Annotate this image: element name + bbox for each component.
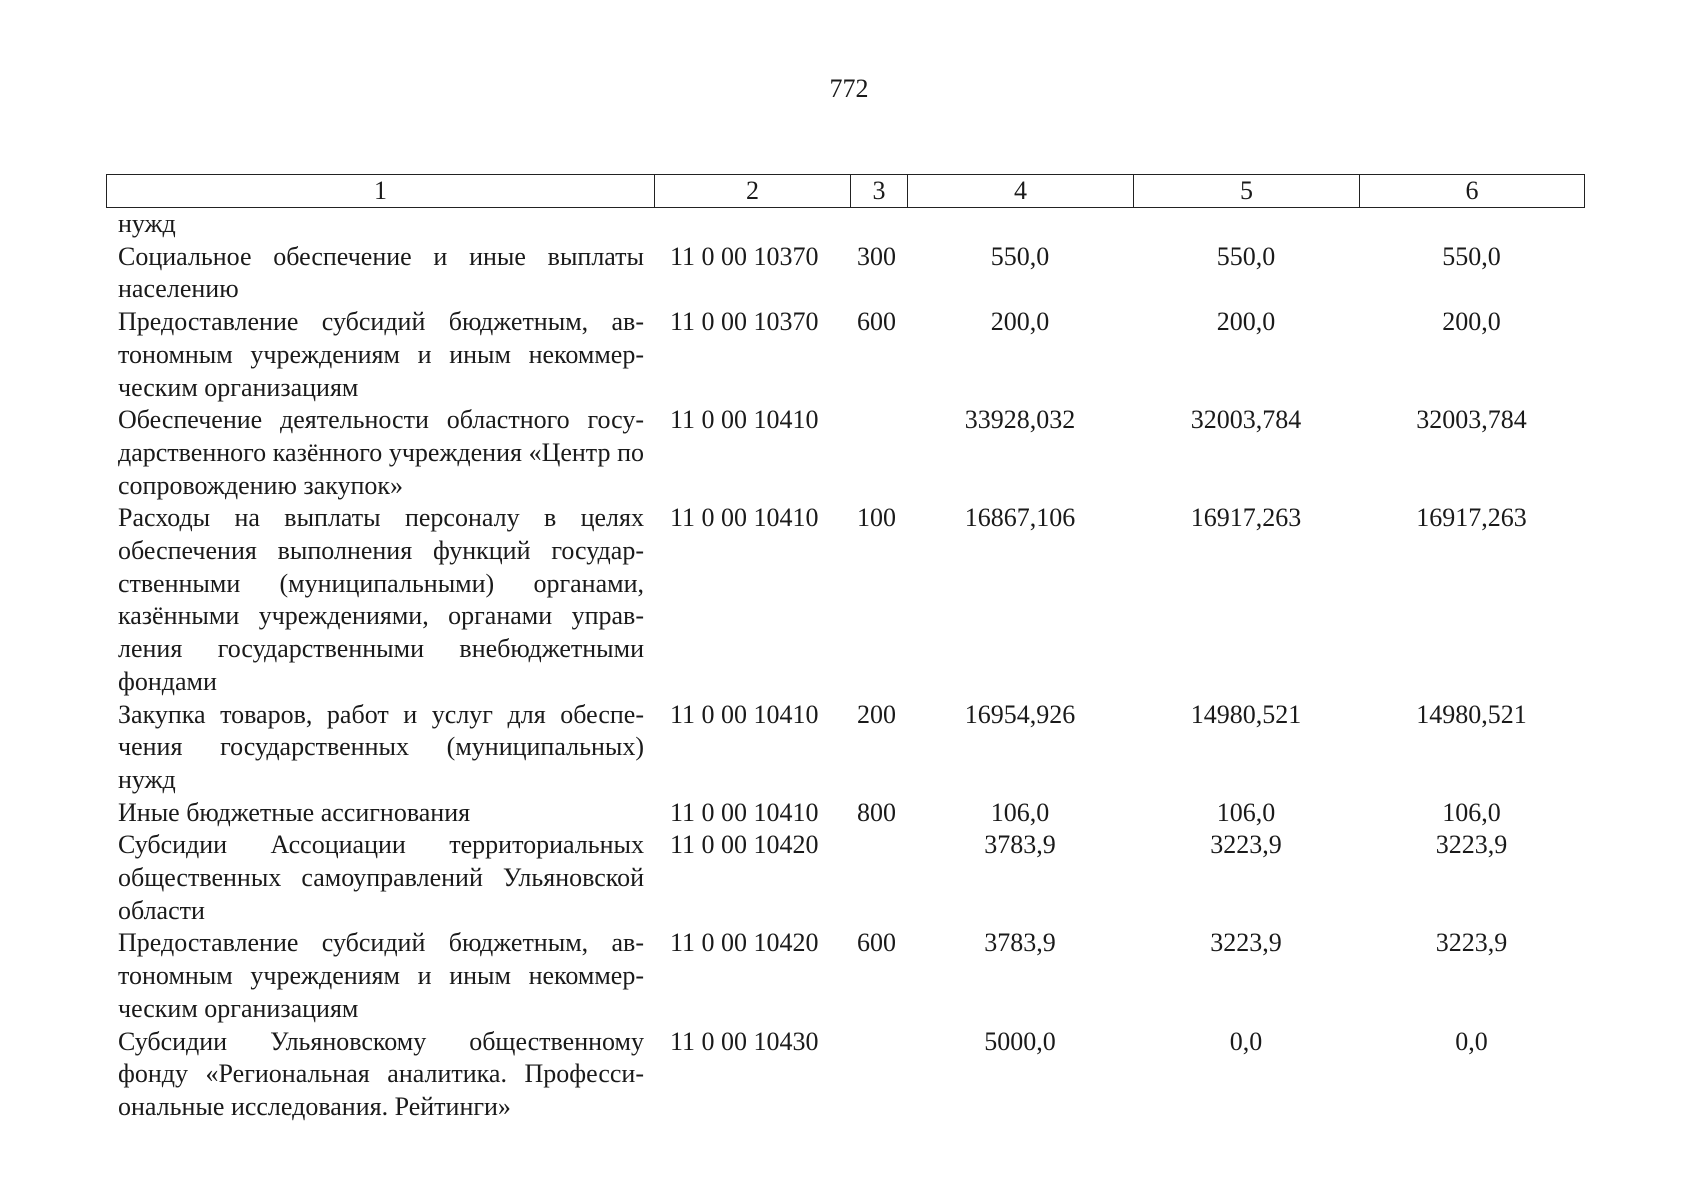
table-row: [106, 797, 1584, 830]
row-name: Предоставление субсидий бюджетным, автономным учреждениям и иным некоммерческим организациям: [118, 307, 644, 402]
row-name: Предоставление субсидий бюджетным, автономным учреждениям и иным некоммерческим организациям: [118, 928, 644, 1023]
budget-table: [106, 208, 1584, 1124]
row-value-4: 16954,926: [964, 699, 1076, 729]
row-type: 800: [857, 797, 896, 827]
header-col-6: 6: [1360, 175, 1585, 208]
table-row: [106, 208, 1584, 241]
row-name: Закупка товаров, работ и услуг для обеспечения государственных (муниципальных) нужд: [118, 699, 644, 794]
table-header: [106, 174, 1585, 208]
header-col-2: 2: [655, 175, 851, 208]
row-type: [850, 829, 907, 927]
row-type: 600: [857, 928, 896, 958]
row-code: 11 0 00 10430: [670, 1026, 819, 1056]
row-value-5: 200,0: [1216, 307, 1276, 337]
row-name: Субсидии Ульяновскому общественному фонду «Региональная аналитика. Профессиональные исследования. Рейтинги»: [118, 1026, 644, 1121]
row-name: Субсидии Ассоциации территориальных общественных самоуправлений Ульяновской области: [118, 830, 644, 925]
row-value-5: 3223,9: [1210, 830, 1282, 860]
row-code: [654, 208, 850, 241]
row-code: 11 0 00 10370: [670, 241, 819, 271]
table-row: [106, 404, 1584, 502]
row-value-5: [1133, 208, 1359, 241]
row-value-6: 3223,9: [1435, 928, 1508, 958]
row-value-5: 14980,521: [1190, 699, 1302, 729]
row-code: 11 0 00 10410: [670, 797, 819, 827]
row-name: нужд: [118, 209, 176, 238]
row-value-6: 32003,784: [1416, 405, 1527, 435]
table-row: [106, 927, 1584, 1025]
row-type: [850, 208, 907, 241]
row-value-6: 106,0: [1442, 797, 1501, 827]
row-value-6: 14980,521: [1416, 699, 1527, 729]
row-value-4: 200,0: [990, 307, 1050, 337]
row-value-5: 106,0: [1216, 797, 1276, 827]
header-col-5: 5: [1134, 175, 1360, 208]
row-value-4: 16867,106: [964, 503, 1076, 533]
table-row: [106, 502, 1584, 698]
row-type: 200: [857, 699, 896, 729]
row-value-5: 32003,784: [1190, 405, 1302, 435]
row-value-6: 0,0: [1455, 1026, 1488, 1056]
row-value-4: 33928,032: [964, 405, 1076, 435]
header-col-3: 3: [851, 175, 908, 208]
header-col-4: 4: [908, 175, 1134, 208]
row-name: Иные бюджетные ассигнования: [118, 797, 471, 827]
row-value-6: 200,0: [1442, 307, 1501, 337]
row-type: [850, 1026, 907, 1124]
row-value-6: 16917,263: [1416, 503, 1527, 533]
row-name: Расходы на выплаты персоналу в целях обеспечения выполнения функций государственными (муниципальными) органами, казёнными учреждениями, органами управления государственными внебюджетными фондами: [118, 503, 644, 696]
row-type: [850, 404, 907, 502]
table-row: [106, 699, 1584, 797]
row-value-6: 3223,9: [1435, 830, 1508, 860]
table-row: [106, 1026, 1584, 1124]
header-col-1: 1: [107, 175, 655, 208]
row-value-4: 3783,9: [984, 830, 1056, 860]
row-value-5: 3223,9: [1210, 928, 1282, 958]
row-value-4: 550,0: [990, 241, 1050, 271]
row-value-4: 106,0: [990, 797, 1050, 827]
row-code: 11 0 00 10410: [670, 699, 819, 729]
row-name: Социальное обеспечение и иные выплаты населению: [118, 241, 644, 304]
row-code: 11 0 00 10420: [670, 928, 819, 958]
row-code: 11 0 00 10370: [670, 307, 819, 337]
row-value-5: 16917,263: [1190, 503, 1302, 533]
row-value-5: 550,0: [1216, 241, 1276, 271]
row-type: 100: [857, 503, 896, 533]
row-code: 11 0 00 10420: [670, 830, 819, 860]
budget-table-body: [106, 208, 1584, 1124]
row-value-4: [907, 208, 1133, 241]
row-value-5: 0,0: [1229, 1026, 1263, 1056]
row-type: 300: [857, 241, 896, 271]
row-name: Обеспечение деятельности областного государственного казённого учреждения «Центр по сопровождению закупок»: [118, 405, 644, 500]
row-code: 11 0 00 10410: [670, 503, 819, 533]
table-row: [106, 306, 1584, 404]
row-value-6: [1359, 208, 1584, 241]
row-type: 600: [857, 307, 896, 337]
row-value-4: 3783,9: [984, 928, 1056, 958]
row-value-4: 5000,0: [984, 1026, 1056, 1056]
page-number: 772: [829, 74, 869, 103]
header-row: [107, 175, 1585, 208]
table-row: [106, 241, 1584, 306]
row-code: 11 0 00 10410: [670, 405, 819, 435]
table-row: [106, 829, 1584, 927]
row-value-6: 550,0: [1442, 241, 1501, 271]
